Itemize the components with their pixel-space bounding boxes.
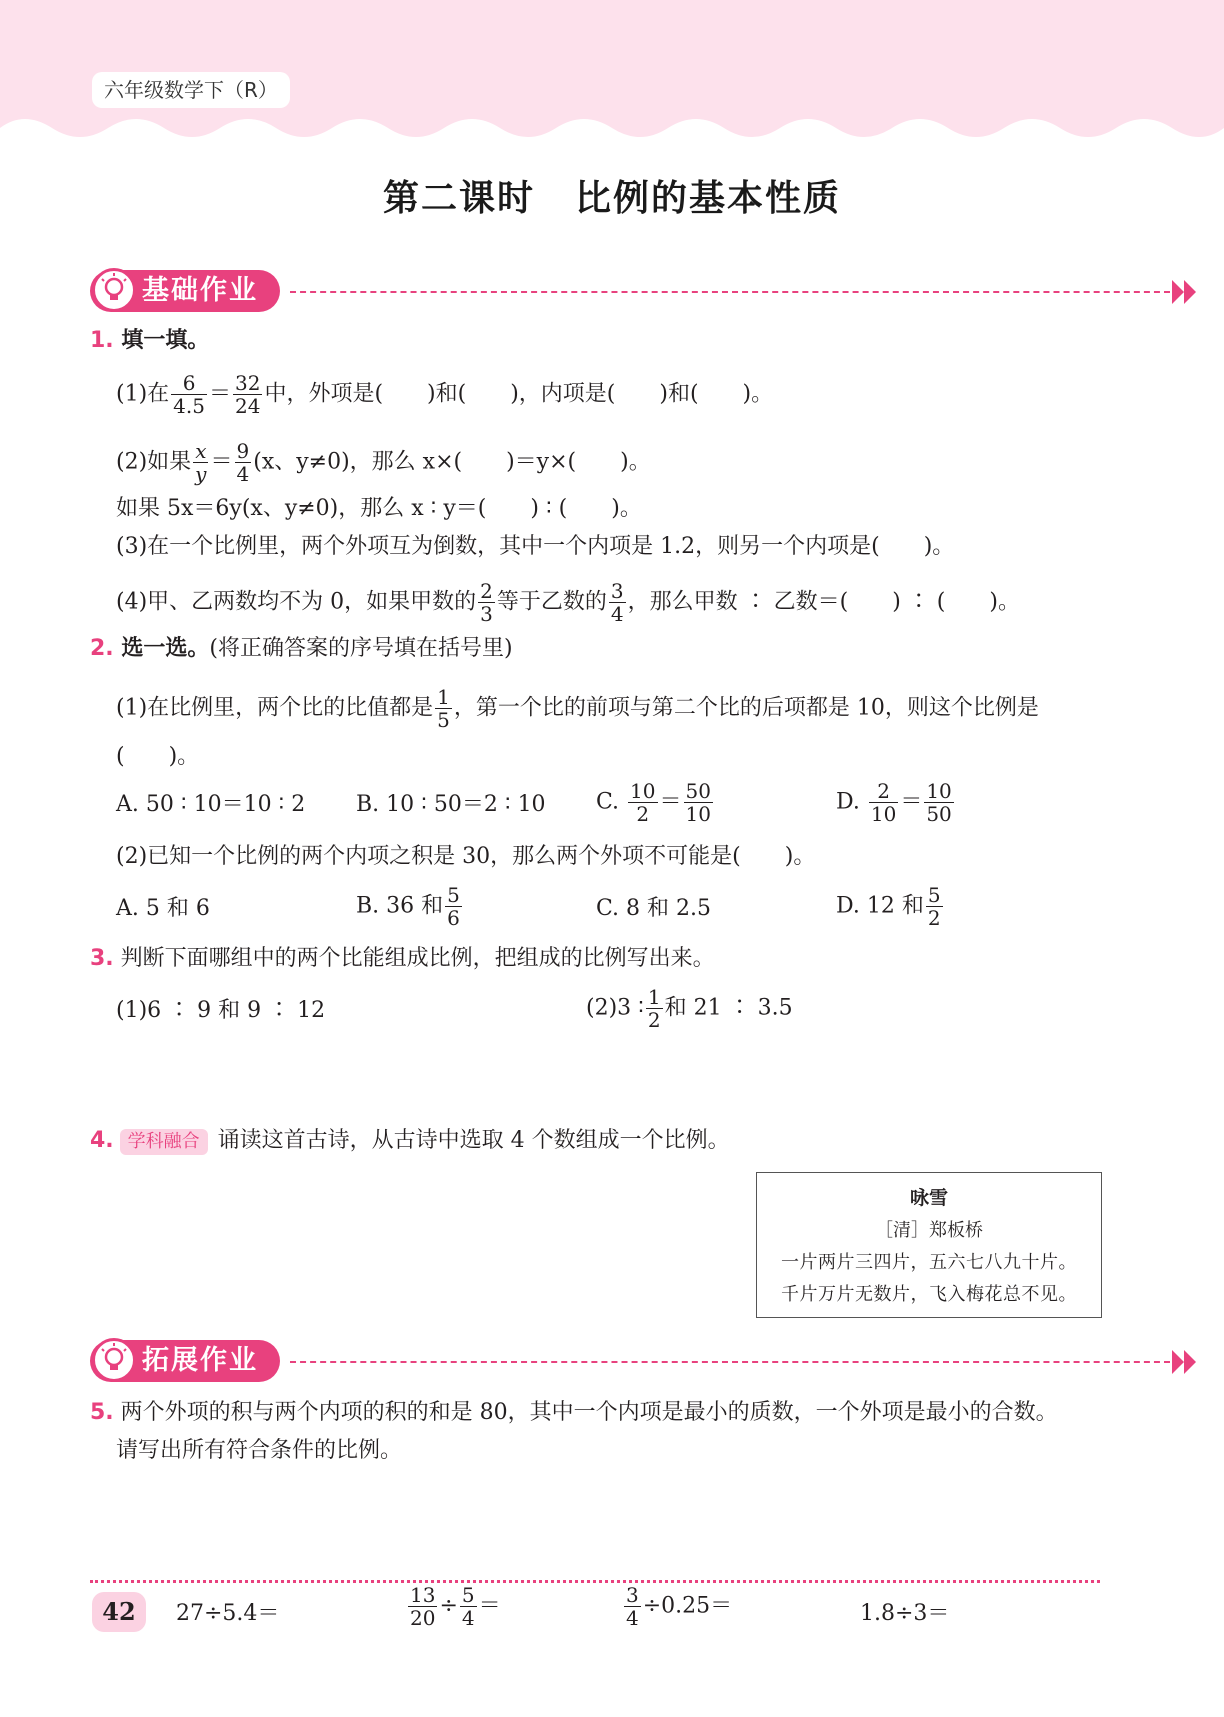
option-2-1-d: D. $\frac{2}{10}$ ＝ $\frac{10}{50}$ <box>836 779 952 826</box>
lesson-topic: 比例的基本性质 <box>575 178 842 219</box>
question-2-1-cont: ( )。 <box>116 744 200 769</box>
double-arrow-icon <box>1172 280 1198 304</box>
page-number: 42 <box>92 1592 146 1632</box>
option-2-2-c: C. 8 和 2.5 <box>596 896 712 921</box>
question-1-heading: 1. 填一填。 <box>90 328 210 353</box>
mental-calc-4: 1.8÷3＝ <box>860 1601 950 1626</box>
option-2-2-d: D. 12 和 $\frac{5}{2}$ <box>836 883 941 930</box>
page-title <box>0 170 1224 221</box>
question-1-2: (2)如果 $\frac{x}{y}$ ＝ $\frac{9}{4}$ (x、y≠0)，那么 x×( )＝y×( )。 <box>116 439 651 486</box>
poem-line-1: 一片两片三四片，五六七八九十片。 <box>781 1252 1077 1273</box>
question-3-2: (2)3 ∶ $\frac{1}{2}$ 和 21 ∶ 3.5 <box>586 985 793 1032</box>
question-1-4: (4)甲、乙两数均不为 0，如果甲数的 $\frac{2}{3}$ 等于乙数的 $\frac{3}{4}$ ，那么甲数 ∶ 乙数＝( ) ∶ ( )。 <box>116 579 1020 626</box>
double-arrow-icon <box>1172 1350 1198 1374</box>
option-2-2-a: A. 5 和 6 <box>116 896 210 921</box>
footer-divider <box>90 1580 1100 1583</box>
section-basic-header <box>90 270 1100 314</box>
question-2-1: (1)在比例里，两个比的比值都是 $\frac{1}{5}$ ，第一个比的前项与第二个比的后项都是 10，则这个比例是 <box>116 685 1039 732</box>
question-5-line-2: 请写出所有符合条件的比例。 <box>116 1438 403 1463</box>
section-extend-label: 拓展作业 <box>142 1345 258 1376</box>
question-3-1: (1)6 ∶ 9 和 9 ∶ 12 <box>116 998 326 1023</box>
section-divider <box>290 1361 1170 1363</box>
question-2-heading: 2. 选一选。(将正确答案的序号填在括号里) <box>90 636 513 661</box>
question-1-2b: 如果 5x＝6y(x、y≠0)，那么 x ∶ y＝( ) ∶ ( )。 <box>116 496 642 521</box>
grade-badge: 六年级数学下（R） <box>92 72 290 108</box>
section-basic-label: 基础作业 <box>142 275 258 306</box>
question-3-heading: 3. 判断下面哪组中的两个比能组成比例，把组成的比例写出来。 <box>90 946 715 971</box>
poem-author: ［清］郑板桥 <box>875 1220 983 1241</box>
subject-tag: 学科融合 <box>120 1129 208 1155</box>
question-4-heading: 4. 学科融合 诵读这首古诗，从古诗中选取 4 个数组成一个比例。 <box>90 1128 730 1153</box>
poem-line-2: 千片万片无数片，飞入梅花总不见。 <box>781 1284 1077 1305</box>
poem-box <box>756 1172 1102 1318</box>
question-1-3: (3)在一个比例里，两个外项互为倒数，其中一个内项是 1.2，则另一个内项是( )。 <box>116 534 955 559</box>
lesson-number: 第二课时 <box>382 178 535 219</box>
lightbulb-icon <box>92 1338 136 1382</box>
section-extend-header <box>90 1340 1100 1384</box>
option-2-1-b: B. 10 ∶ 50＝2 ∶ 10 <box>356 792 546 817</box>
question-1-1: (1)在 $\frac{6}{4.5}$ ＝ $\frac{32}{24}$ 中，外项是( )和( )，内项是( )和( )。 <box>116 371 774 418</box>
poem-title: 咏雪 <box>909 1187 948 1209</box>
option-2-2-b: B. 36 和 $\frac{5}{6}$ <box>356 883 460 930</box>
option-2-1-c: C. $\frac{10}{2}$ ＝ $\frac{50}{10}$ <box>596 779 711 826</box>
question-5-line-1: 5. 两个外项的积与两个内项的积的和是 80，其中一个内项是最小的质数，一个外项是最小的合数。 <box>90 1400 1058 1425</box>
mental-calc-3: $\frac{3}{4}$ ÷0.25＝ <box>626 1583 733 1630</box>
mental-calc-2: $\frac{13}{20}$ ÷ $\frac{5}{4}$ ＝ <box>410 1583 501 1630</box>
question-2-2: (2)已知一个比例的两个内项之积是 30，那么两个外项不可能是( )。 <box>116 844 816 869</box>
section-divider <box>290 291 1170 293</box>
mental-calc-1: 27÷5.4＝ <box>176 1601 280 1626</box>
lightbulb-icon <box>92 268 136 312</box>
option-2-1-a: A. 50 ∶ 10＝10 ∶ 2 <box>116 792 306 817</box>
